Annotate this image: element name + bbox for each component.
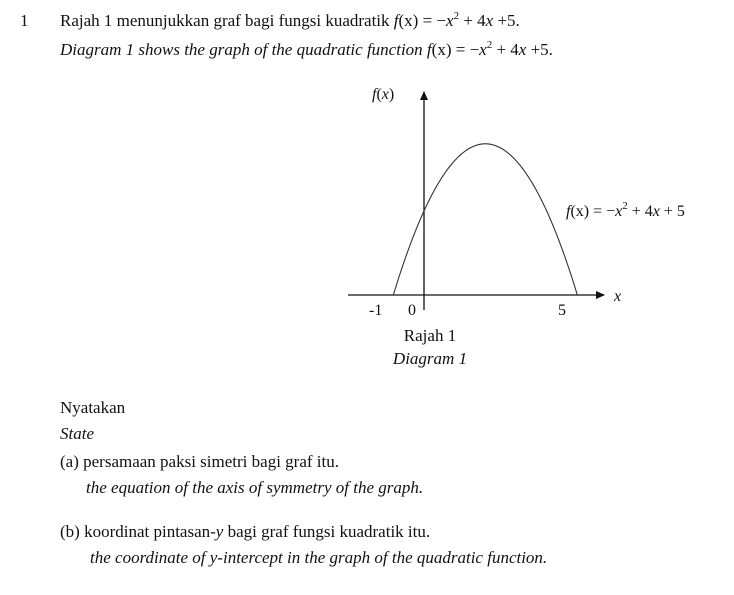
part-b-malay <box>60 522 430 542</box>
x-axis-label: x <box>614 288 622 305</box>
part-a-english: the equation of the axis of symmetry of the graph. <box>86 478 424 497</box>
curve-label-x: x <box>615 203 623 220</box>
y-axis-label: f(x) <box>372 86 395 103</box>
part-b-malay-suffix: bagi graf fungsi kuadratik itu. <box>223 522 431 541</box>
intro-malay-prefix: Rajah 1 menunjukkan graf bagi fungsi kuadratik <box>60 11 394 30</box>
curve-equation-label <box>566 200 685 220</box>
intro-english-tail: +5. <box>526 40 553 59</box>
intro-english-prefix: Diagram 1 shows the graph of the quadratic function <box>60 40 427 59</box>
curve-label-func: f <box>566 203 571 220</box>
state-english: State <box>60 424 94 443</box>
curve-label-rest: + 4 <box>627 203 653 220</box>
part-b-malay-prefix: (b) koordinat pintasan- <box>60 522 216 541</box>
intro-english-x: x <box>479 40 487 59</box>
state-malay: Nyatakan <box>60 398 126 417</box>
part-b-malay-var: y <box>215 522 224 541</box>
intro-english-exp: 2 <box>486 39 493 51</box>
intro-malay-x: x <box>446 11 454 30</box>
curve-label-arg: (x) = − <box>570 203 616 220</box>
curve-label-x2: x <box>652 203 660 220</box>
curve-label-tail: + 5 <box>659 203 685 220</box>
intro-malay-exp: 2 <box>453 10 460 22</box>
intro-english-func: f <box>426 40 432 59</box>
tick-label-minus-one: -1 <box>369 302 383 319</box>
intro-malay-tail: +5. <box>493 11 520 30</box>
intro-english-x2: x <box>518 40 527 59</box>
diagram-caption-malay: Rajah 1 <box>403 326 457 345</box>
intro-malay-arg: (x) = − <box>398 11 447 30</box>
intro-malay-func: f <box>393 11 399 30</box>
tick-label-origin: 0 <box>408 302 416 319</box>
intro-english-arg: (x) = − <box>431 40 480 59</box>
diagram-caption-english: Diagram 1 <box>392 349 468 368</box>
curve-label-exp: 2 <box>622 200 628 212</box>
intro-malay-rest: + 4 <box>459 11 486 30</box>
question-number: 1 <box>20 11 29 30</box>
part-a-malay: (a) persamaan paksi simetri bagi graf itu. <box>60 452 339 471</box>
intro-english-rest: + 4 <box>492 40 519 59</box>
intro-malay-x2: x <box>485 11 494 30</box>
part-b-english: the coordinate of y-intercept in the graph of the quadratic function. <box>90 548 548 567</box>
tick-label-five: 5 <box>558 302 566 319</box>
parabola-curve <box>393 144 577 295</box>
